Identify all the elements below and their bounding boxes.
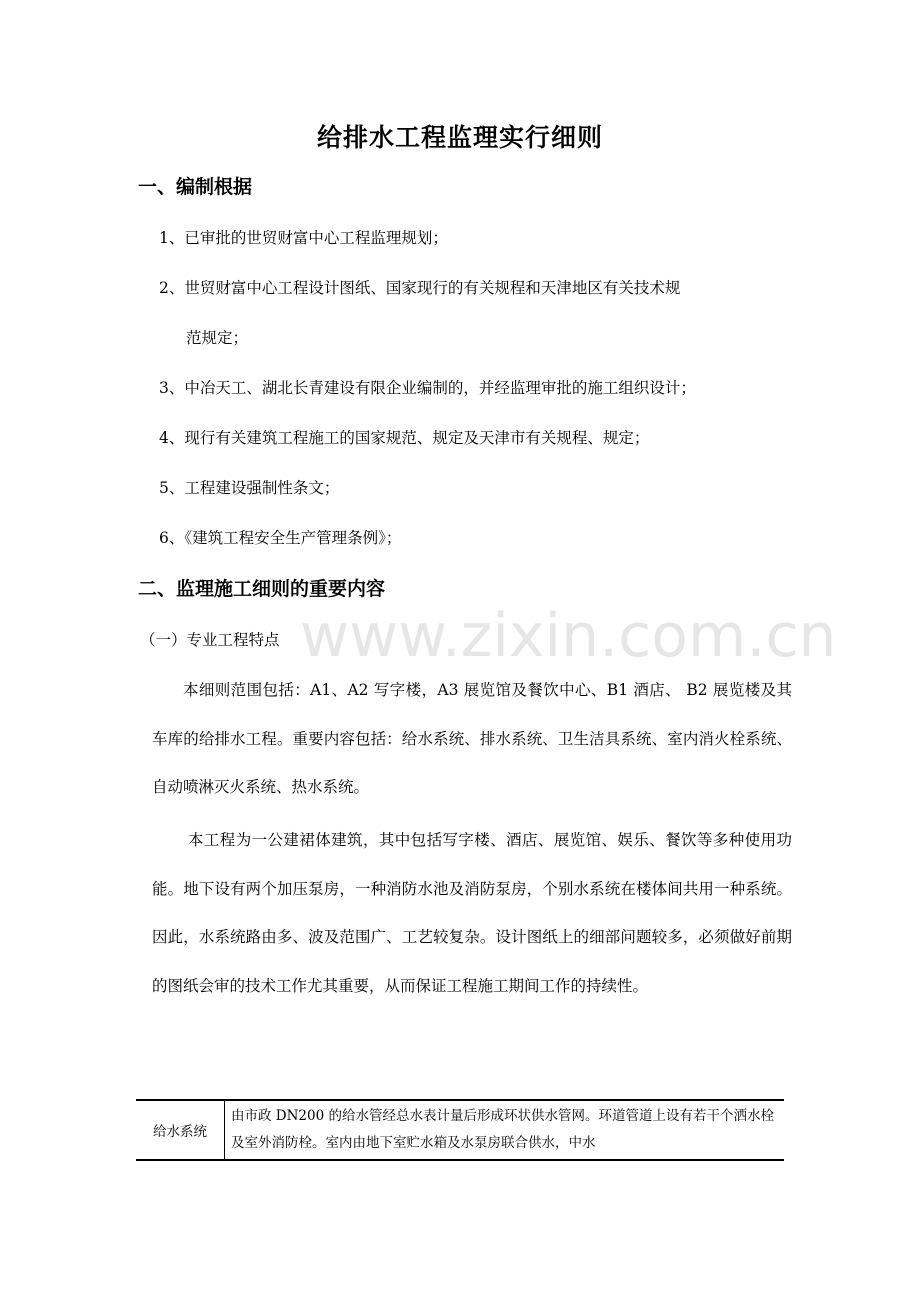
basis-item-3: 3、中冶天工、湖北长青建设有限企业编制的，并经监理审批的施工组织设计；: [159, 379, 696, 397]
table-row-header: 给水系统: [136, 1101, 225, 1159]
basis-item-6: 6、《建筑工程安全生产管理条例》；: [159, 529, 402, 547]
paragraph-scope: 本细则范围包括：A1、A2 写字楼，A3 展览馆及餐饮中心、B1 酒店、 B2 展览楼及其车库的给排水工程。重要内容包括：给水系统、排水系统、卫生洁具系统、室内消火栓系统、自动喷淋灭火系统、热水系统。: [152, 681, 792, 796]
watermark: www.zixin.com.cn: [300, 601, 837, 671]
table-row-text: 由市政 DN200 的给水管经总水表计量后形成环状供水管网。环道管道上设有若干个洒水栓及室外消防栓。室内由地下室贮水箱及水泵房联合供水，中水: [231, 1108, 774, 1151]
basis-item-1: 1、已审批的世贸财富中心工程监理规划；: [159, 229, 448, 247]
paragraph-features: 本工程为一公建裙体建筑，其中包括写字楼、酒店、展览馆、娱乐、餐饮等多种使用功能。地下设有两个加压泵房，一种消防水池及消防泵房，个别水系统在楼体间共用一种系统。因此，水系统路由多、波及范围广、工艺较复杂。设计图纸上的细部问题较多，必须做好前期的图纸会审的技术工作尤其重要，从而保证工程施工期间工作的持续性。: [152, 831, 792, 995]
subsection-heading: （一）专业工程特点: [140, 631, 280, 649]
basis-item-2: 2、世贸财富中心工程设计图纸、国家现行的有关规程和天津地区有关技术规: [159, 279, 681, 297]
basis-item-4: 4、现行有关建筑工程施工的国家规范、规定及天津市有关规程、规定；: [159, 429, 650, 447]
basis-item-5: 5、工程建设强制性条文；: [159, 479, 340, 497]
document-title: 给排水工程监理实行细则: [316, 123, 603, 152]
section-heading-basis: 一、编制根据: [138, 176, 253, 198]
system-table: [136, 1099, 784, 1161]
section-heading-content: 二、监理施工细则的重要内容: [138, 578, 386, 600]
basis-item-2-continued: 范规定；: [186, 329, 249, 347]
